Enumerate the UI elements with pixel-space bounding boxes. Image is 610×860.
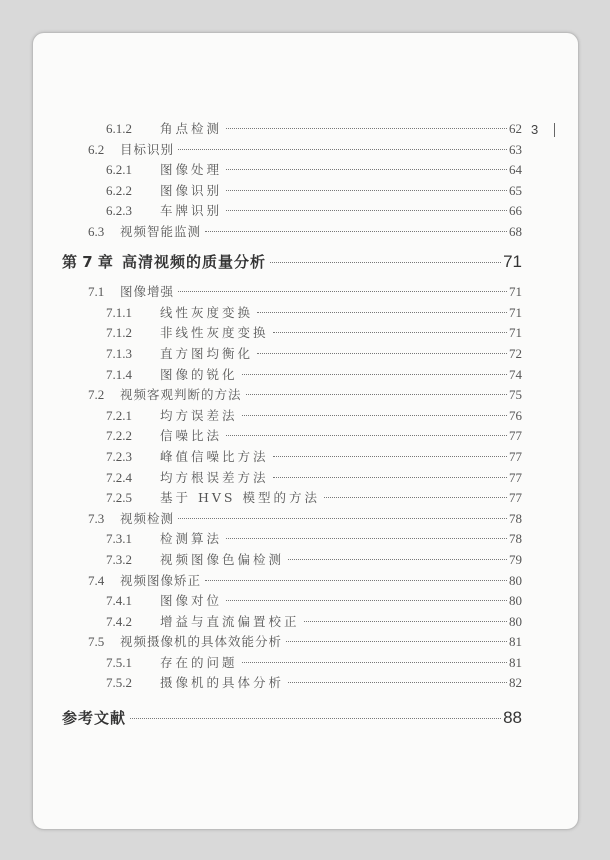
dot-leader xyxy=(205,231,507,232)
dot-leader xyxy=(205,580,507,581)
toc-entry[interactable] xyxy=(62,385,522,405)
toc-entry-title: 视频摄像机的具体效能分析 xyxy=(120,634,283,650)
toc-entry-number: 7.1 xyxy=(88,284,105,300)
toc-entry-page: 66 xyxy=(509,203,522,219)
toc-entry-page: 71 xyxy=(503,252,522,272)
dot-leader xyxy=(273,477,507,478)
toc-entry-number: 7.1.4 xyxy=(106,366,132,382)
toc-entry-page: 88 xyxy=(503,708,522,728)
toc-entry[interactable] xyxy=(62,252,522,282)
toc-entry-number: 7.2 xyxy=(88,387,105,403)
toc-entry-number: 7.2.5 xyxy=(106,490,132,506)
toc-entry-page: 64 xyxy=(509,161,522,177)
toc-entry-title: 图像增强 xyxy=(120,284,175,300)
toc-entry-number: 7.5.1 xyxy=(106,654,132,670)
toc-entry-number: 7.5.2 xyxy=(106,675,132,691)
toc-entry[interactable] xyxy=(62,140,522,160)
toc-entry-page: 62 xyxy=(509,121,522,136)
toc-entry[interactable] xyxy=(62,344,522,365)
toc-entry-number: 7.2.3 xyxy=(106,449,132,465)
toc-entry[interactable] xyxy=(62,222,522,242)
toc-entry-number: 6.2.2 xyxy=(106,182,132,198)
toc-entry-number: 7.1.1 xyxy=(106,304,132,320)
toc-entry-title: 视频图像色偏检测 xyxy=(160,552,285,568)
toc-entry-page: 80 xyxy=(509,613,522,629)
toc-entry[interactable] xyxy=(62,406,522,427)
toc-entry-number: 7.4.2 xyxy=(106,613,132,629)
toc-entry-number: 6.2 xyxy=(88,141,105,157)
toc-entry-title: 视频检测 xyxy=(120,511,175,527)
toc-entry-title: 摄像机的具体分析 xyxy=(160,675,285,691)
toc-entry-page: 78 xyxy=(509,511,522,527)
dot-leader xyxy=(288,559,507,560)
dot-leader xyxy=(178,518,507,519)
toc-entry-page: 68 xyxy=(509,224,522,240)
toc-entry[interactable] xyxy=(62,365,522,386)
toc-entry-page: 77 xyxy=(509,490,522,506)
dot-leader xyxy=(178,149,507,150)
toc-entry-number: 7.1.3 xyxy=(106,346,132,362)
toc-entry-title: 参考文献 xyxy=(62,709,127,728)
toc-entry-number: 7.5 xyxy=(88,634,105,650)
toc-entry-title: 均方误差法 xyxy=(160,407,238,423)
toc-entry-page: 71 xyxy=(509,304,522,320)
toc-entry-page: 80 xyxy=(509,593,522,609)
toc-entry-title: 存在的问题 xyxy=(160,654,238,670)
toc-entry-title: 均方根误差方法 xyxy=(160,469,269,485)
dot-leader xyxy=(246,394,507,395)
toc-entry-page: 71 xyxy=(509,325,522,341)
toc-entry-title: 视频客观判断的方法 xyxy=(120,387,242,403)
toc-entry-title: 视频智能监测 xyxy=(120,224,202,240)
toc-entry-title: 非线性灰度变换 xyxy=(160,325,269,341)
toc-entry-number: 7.3 xyxy=(88,511,105,527)
toc-entry-page: 71 xyxy=(509,284,522,300)
dot-leader xyxy=(130,718,501,719)
toc-entry-title: 目标识别 xyxy=(120,141,175,157)
toc-entry-title: 图像识别 xyxy=(160,182,223,198)
toc-entry[interactable] xyxy=(62,509,522,529)
toc-entry-number: 7.1.2 xyxy=(106,325,132,341)
toc-entry-title: 图像的锐化 xyxy=(160,366,238,382)
toc-entry[interactable] xyxy=(62,181,522,202)
toc-entry[interactable] xyxy=(62,653,522,674)
toc-entry-page: 81 xyxy=(509,634,522,650)
toc-entry[interactable] xyxy=(62,468,522,489)
dot-leader xyxy=(304,621,507,622)
dot-leader xyxy=(273,456,507,457)
toc-entry-number: 6.2.3 xyxy=(106,203,132,219)
toc-entry[interactable] xyxy=(62,323,522,344)
dot-leader xyxy=(288,682,507,683)
toc-entry-title: 增益与直流偏置校正 xyxy=(160,613,300,629)
toc-entry-title: 图像处理 xyxy=(160,161,223,177)
toc-entry-page: 76 xyxy=(509,407,522,423)
toc-entry-title: 线性灰度变换 xyxy=(160,304,254,320)
toc-entry-number: 7.2.1 xyxy=(106,407,132,423)
toc-entry[interactable] xyxy=(62,591,522,612)
toc-entry-title: 直方图均衡化 xyxy=(160,346,254,362)
dot-leader xyxy=(226,190,507,191)
toc-entry-title: 高清视频的质量分析 xyxy=(122,253,267,272)
toc-entry-page: 77 xyxy=(509,449,522,465)
toc-entry-number: 6.3 xyxy=(88,224,105,240)
toc-entry[interactable] xyxy=(62,282,522,302)
dot-leader xyxy=(226,169,507,170)
toc-entry-number: 第 7 章 xyxy=(62,253,113,272)
toc-entry[interactable] xyxy=(62,160,522,181)
toc-entry-page: 75 xyxy=(509,387,522,403)
toc-entry[interactable] xyxy=(62,303,522,324)
dot-leader xyxy=(286,641,507,642)
toc-entry-page: 82 xyxy=(509,675,522,691)
page-number: 3 xyxy=(531,122,539,137)
toc-entry-page: 74 xyxy=(509,366,522,382)
header-divider xyxy=(554,123,555,137)
dot-leader xyxy=(226,600,507,601)
toc-entry-title: 图像对位 xyxy=(160,593,223,609)
table-of-contents xyxy=(62,119,522,738)
toc-entry-page: 63 xyxy=(509,141,522,157)
dot-leader xyxy=(242,374,507,375)
toc-entry-number: 7.2.4 xyxy=(106,469,132,485)
dot-leader xyxy=(242,415,507,416)
toc-entry-page: 72 xyxy=(509,346,522,362)
toc-entry-number: 6.1.2 xyxy=(106,121,132,136)
toc-entry-number: 6.2.1 xyxy=(106,161,132,177)
toc-entry[interactable] xyxy=(62,550,522,571)
toc-entry-title: 峰值信噪比方法 xyxy=(160,449,269,465)
toc-entry-page: 77 xyxy=(509,428,522,444)
dot-leader xyxy=(178,291,507,292)
toc-entry[interactable] xyxy=(62,612,522,633)
toc-entry-page: 81 xyxy=(509,654,522,670)
toc-entry-number: 7.2.2 xyxy=(106,428,132,444)
dot-leader xyxy=(226,128,507,129)
dot-leader xyxy=(226,435,507,436)
toc-entry-title: 角点检测 xyxy=(160,121,223,136)
toc-entry-page: 78 xyxy=(509,531,522,547)
dot-leader xyxy=(270,262,501,263)
toc-entry[interactable] xyxy=(62,426,522,447)
toc-entry-page: 80 xyxy=(509,572,522,588)
dot-leader xyxy=(242,662,507,663)
toc-entry-number: 7.3.1 xyxy=(106,531,132,547)
toc-entry-page: 65 xyxy=(509,182,522,198)
dot-leader xyxy=(257,353,507,354)
toc-entry[interactable] xyxy=(62,488,522,509)
toc-entry-page: 77 xyxy=(509,469,522,485)
toc-entry-title: 检测算法 xyxy=(160,531,223,547)
toc-entry[interactable] xyxy=(62,571,522,591)
dot-leader xyxy=(273,332,507,333)
dot-leader xyxy=(226,538,507,539)
toc-entry[interactable] xyxy=(62,673,522,694)
toc-entry[interactable] xyxy=(62,708,522,738)
toc-entry[interactable] xyxy=(62,447,522,468)
toc-entry-number: 7.3.2 xyxy=(106,552,132,568)
toc-entry-page: 79 xyxy=(509,552,522,568)
toc-entry-number: 7.4 xyxy=(88,572,105,588)
dot-leader xyxy=(324,497,507,498)
toc-entry[interactable] xyxy=(62,632,522,652)
toc-entry-number: 7.4.1 xyxy=(106,593,132,609)
toc-entry-title: 视频图像矫正 xyxy=(120,572,202,588)
toc-entry-title: 车牌识别 xyxy=(160,203,223,219)
dot-leader xyxy=(257,312,507,313)
toc-entry[interactable] xyxy=(62,529,522,550)
dot-leader xyxy=(226,210,507,211)
toc-entry[interactable] xyxy=(62,201,522,222)
toc-entry-title: 基于 HVS 模型的方法 xyxy=(160,490,320,506)
toc-entry-title: 信噪比法 xyxy=(160,428,223,444)
toc-entry[interactable] xyxy=(62,119,522,140)
